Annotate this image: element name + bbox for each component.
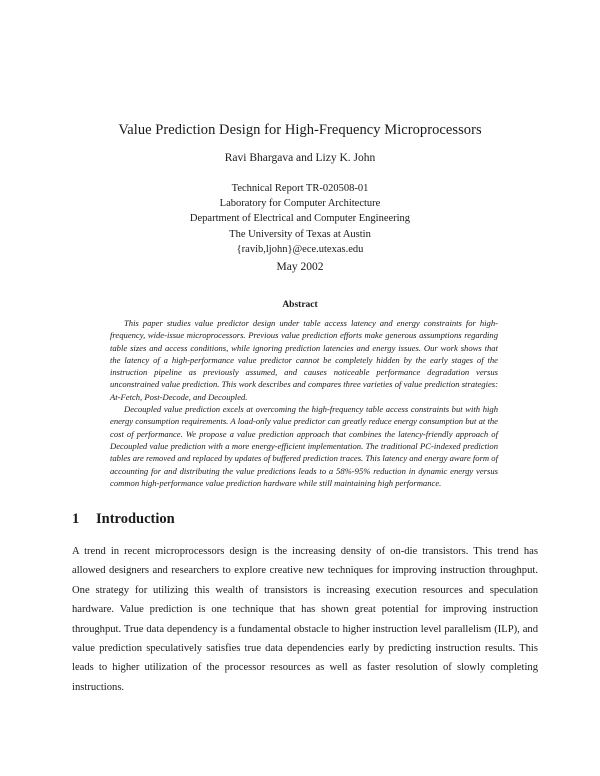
abstract-heading: Abstract — [282, 300, 318, 310]
department-name: Department of Electrical and Computer Engineering — [189, 213, 411, 225]
report-number: Technical Report TR-020508-01 — [231, 183, 369, 194]
university-name: The University of Texas at Austin — [229, 228, 371, 240]
affiliation-block — [0, 181, 600, 257]
paper-title: Value Prediction Design for High-Frequency Microprocessors — [118, 122, 482, 138]
section-number: 1 — [72, 511, 80, 527]
abstract-paragraph-2: Decoupled value prediction excels at overcoming the high-frequency table access constraints but with high energy consumption requirements. A load-only value predictor can greatly reduce energy consumption but at the cost of performance. We propose a value prediction approach that combines the latency-friendly approach of Decoupled value prediction with a more energy-efficient implementation. The traditional PC-indexed prediction tables are removed and replaced by updates of buffered prediction traces. This latency and energy aware form of accounting for and distributing the value predictions leads to a 58%-95% reduction in dynamic energy versus common high-performance value prediction hardware while still maintaining high performance. — [110, 404, 498, 488]
paper-authors: Ravi Bhargava and Lizy K. John — [224, 152, 376, 164]
abstract-paragraph-1: This paper studies value predictor design under table access latency and energy constraints for high-frequency, wide-issue microprocessors. Previous value prediction efforts make generous assumptions regarding table sizes and access conditions, while ignoring prediction latencies and energy issues. Our work shows that the latency of a high-performance value predictor cannot be completely hidden by the early stages of the instruction pipeline as previously assumed, and causes noticeable performance degradation versus unconstrained value prediction. This work describes and compares three varieties of value prediction strategies: At-Fetch, Post-Decode, and Decoupled. — [110, 318, 498, 402]
section-title: Introduction — [96, 511, 175, 527]
laboratory-name: Laboratory for Computer Architecture — [219, 198, 381, 210]
author-emails: {ravib,ljohn}@ece.utexas.edu — [236, 243, 364, 255]
section-heading-introduction — [72, 511, 175, 528]
introduction-paragraph: A trend in recent microprocessors design is the increasing density of on-die transistors. This trend has allowed designers and researchers to explore creative new techniques for improving instruction throughput. One strategy for utilizing this wealth of transistors is increasing execution resources and speculation hardware. Value prediction is one technique that has shown great potential for improving instruction throughput. True data dependency is a fundamental obstacle to higher instruction level parallelism (ILP), and value prediction speculatively satisfies true data dependencies early by predicting instruction results. This leads to higher utilization of the processor resources as well as faster resolution of slowly completing instructions. — [72, 546, 538, 693]
abstract-body — [110, 317, 498, 489]
introduction-body — [72, 542, 538, 697]
paper-date: May 2002 — [276, 261, 324, 273]
